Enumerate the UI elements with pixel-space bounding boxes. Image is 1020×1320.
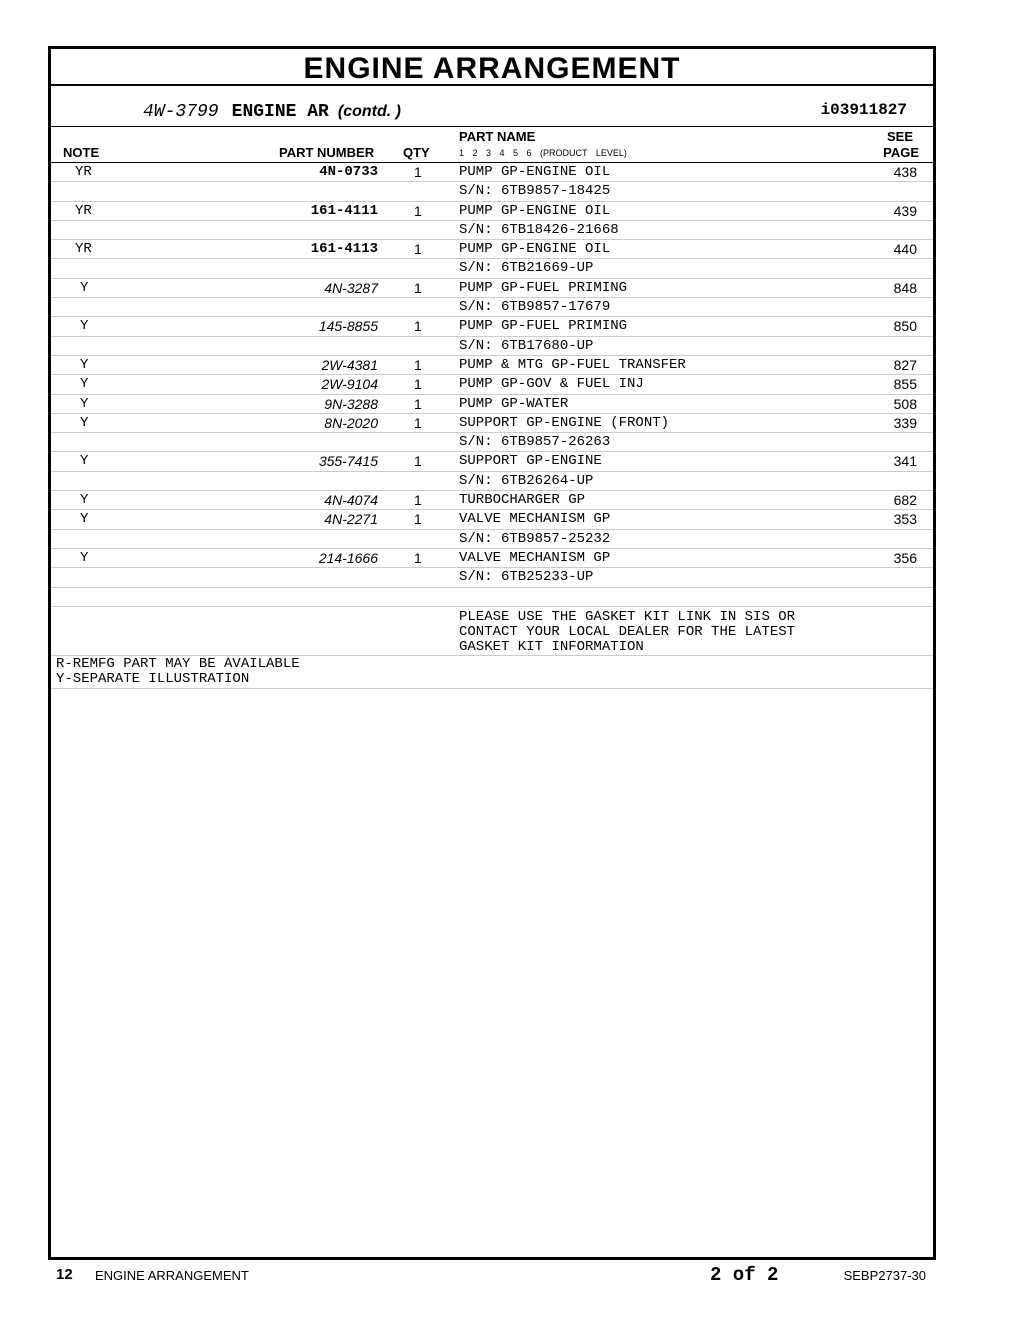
table-row — [51, 182, 933, 201]
row-note: Y — [80, 511, 89, 528]
row-qty: 1 — [414, 395, 422, 412]
col-part-number: PART NUMBER — [279, 145, 375, 160]
row-part-number: 161-4113 — [310, 241, 378, 258]
col-product-level: 1 2 3 4 5 6 (PRODUCT LEVEL) — [459, 148, 627, 158]
row-qty: 1 — [414, 318, 422, 335]
legend-line: Y-SEPARATE ILLUSTRATION — [56, 670, 250, 687]
row-note: Y — [80, 414, 89, 431]
legend-line: R-REMFG PART MAY BE AVAILABLE — [56, 655, 300, 672]
row-part-name: S/N: 6TB18426-21668 — [459, 221, 619, 238]
row-part-name: PUMP GP-FUEL PRIMING — [459, 318, 628, 335]
table-row — [51, 259, 933, 278]
row-see-page: 855 — [893, 376, 917, 393]
row-see-page: 850 — [893, 318, 917, 335]
table-row — [51, 279, 933, 298]
row-part-number: 4N-4074 — [324, 492, 378, 509]
row-see-page: 439 — [893, 202, 917, 219]
row-note: Y — [80, 453, 89, 470]
row-note: Y — [80, 318, 89, 335]
table-row — [51, 298, 933, 317]
table-row — [51, 202, 933, 221]
illustration-ref-id: i03911827 — [820, 101, 907, 119]
footer-page-number: 12 — [56, 1266, 73, 1283]
gasket-note-line: CONTACT YOUR LOCAL DEALER FOR THE LATEST — [459, 623, 796, 640]
table-row — [51, 530, 933, 549]
row-part-name: TURBOCHARGER GP — [459, 492, 586, 509]
row-note: Y — [80, 376, 89, 393]
table-row — [51, 510, 933, 529]
row-part-name: VALVE MECHANISM GP — [459, 549, 611, 566]
table-row — [51, 240, 933, 259]
group-header — [51, 86, 933, 127]
row-note: Y — [80, 395, 89, 412]
row-part-number: 4N-0733 — [319, 164, 378, 180]
row-part-name: S/N: 6TB9857-26263 — [459, 434, 611, 451]
row-note: Y — [80, 549, 89, 566]
col-part-name: PART NAME — [459, 129, 536, 144]
col-see: SEE — [886, 129, 913, 144]
row-see-page: 341 — [893, 453, 917, 470]
row-part-name: PUMP GP-GOV & FUEL INJ — [459, 376, 644, 393]
row-part-name: PUMP & MTG GP-FUEL TRANSFER — [459, 356, 686, 373]
row-part-name: SUPPORT GP-ENGINE (FRONT) — [459, 414, 670, 431]
notes-legend — [51, 656, 933, 689]
group-name: ENGINE AR — [231, 102, 329, 122]
page-footer — [0, 1262, 1020, 1292]
row-qty: 1 — [414, 492, 422, 509]
row-qty: 1 — [414, 376, 422, 393]
col-note: NOTE — [63, 145, 100, 160]
row-part-name: PUMP GP-ENGINE OIL — [459, 164, 611, 180]
table-row — [51, 491, 933, 510]
table-row — [51, 337, 933, 356]
row-part-name: PUMP GP-WATER — [459, 395, 569, 412]
row-part-name: S/N: 6TB26264-UP — [459, 472, 594, 489]
continued-label: (contd. ) — [337, 103, 401, 120]
table-row — [51, 588, 933, 607]
row-see-page: 682 — [893, 492, 917, 509]
row-part-number: 214-1666 — [318, 549, 378, 566]
row-qty: 1 — [414, 241, 422, 258]
row-part-number: 8N-2020 — [324, 414, 378, 431]
row-qty: 1 — [414, 279, 422, 296]
row-part-number: 355-7415 — [318, 453, 378, 470]
row-part-name: SUPPORT GP-ENGINE — [459, 453, 602, 470]
row-part-name: S/N: 6TB9857-25232 — [459, 530, 611, 547]
row-see-page: 356 — [893, 549, 917, 566]
row-part-number: 161-4111 — [310, 202, 378, 219]
page-frame — [48, 46, 936, 1260]
row-qty: 1 — [414, 164, 422, 180]
row-part-number: 2W-4381 — [321, 356, 378, 373]
table-row — [51, 549, 933, 568]
page-title: ENGINE ARRANGEMENT — [51, 49, 933, 86]
row-see-page: 339 — [893, 414, 917, 431]
row-qty: 1 — [414, 453, 422, 470]
row-see-page: 440 — [893, 241, 917, 258]
table-row — [51, 472, 933, 491]
row-see-page: 827 — [893, 356, 917, 373]
col-qty: QTY — [403, 145, 430, 160]
gasket-note-line: PLEASE USE THE GASKET KIT LINK IN SIS OR — [459, 608, 796, 625]
row-note: Y — [80, 492, 89, 509]
row-see-page: 353 — [893, 511, 917, 528]
row-part-name: S/N: 6TB9857-18425 — [459, 183, 611, 200]
row-part-number: 9N-3288 — [324, 395, 378, 412]
row-part-name: PUMP GP-FUEL PRIMING — [459, 279, 628, 296]
gasket-note — [51, 607, 933, 656]
column-header — [51, 127, 933, 163]
row-part-name: PUMP GP-ENGINE OIL — [459, 241, 611, 258]
group-model-number: 4W-3799 — [143, 102, 219, 122]
row-see-page: 508 — [893, 395, 917, 412]
row-note: Y — [80, 279, 89, 296]
row-note: Y — [80, 356, 89, 373]
table-row — [51, 163, 933, 182]
row-note: YR — [75, 164, 92, 180]
row-part-name: S/N: 6TB25233-UP — [459, 569, 594, 586]
row-part-name: S/N: 6TB17680-UP — [459, 337, 594, 354]
row-qty: 1 — [414, 511, 422, 528]
row-part-name: S/N: 6TB9857-17679 — [459, 299, 611, 316]
footer-document-id: SEBP2737-30 — [843, 1268, 926, 1283]
row-qty: 1 — [414, 202, 422, 219]
col-page: PAGE — [883, 145, 919, 160]
row-see-page: 848 — [893, 279, 917, 296]
footer-section-name: ENGINE ARRANGEMENT — [95, 1268, 249, 1283]
row-part-number: 2W-9104 — [321, 376, 378, 393]
table-row — [51, 221, 933, 240]
row-part-name: PUMP GP-ENGINE OIL — [459, 202, 611, 219]
row-qty: 1 — [414, 414, 422, 431]
group-title — [143, 100, 401, 122]
table-row — [51, 375, 933, 394]
row-note: YR — [75, 241, 92, 258]
row-qty: 1 — [414, 356, 422, 373]
row-qty: 1 — [414, 549, 422, 566]
gasket-note-line: GASKET KIT INFORMATION — [459, 638, 644, 655]
table-row — [51, 568, 933, 587]
row-part-name: VALVE MECHANISM GP — [459, 511, 611, 528]
table-row — [51, 414, 933, 433]
row-note: YR — [75, 202, 92, 219]
row-part-number: 4N-3287 — [324, 279, 378, 296]
row-see-page: 438 — [893, 164, 917, 180]
table-row — [51, 433, 933, 452]
table-row — [51, 317, 933, 336]
row-part-number: 4N-2271 — [324, 511, 378, 528]
table-row — [51, 452, 933, 471]
row-part-name: S/N: 6TB21669-UP — [459, 260, 594, 277]
footer-page-of: 2 of 2 — [710, 1264, 779, 1286]
parts-list — [51, 163, 933, 689]
row-part-number: 145-8855 — [318, 318, 378, 335]
table-row — [51, 356, 933, 375]
table-row — [51, 395, 933, 414]
